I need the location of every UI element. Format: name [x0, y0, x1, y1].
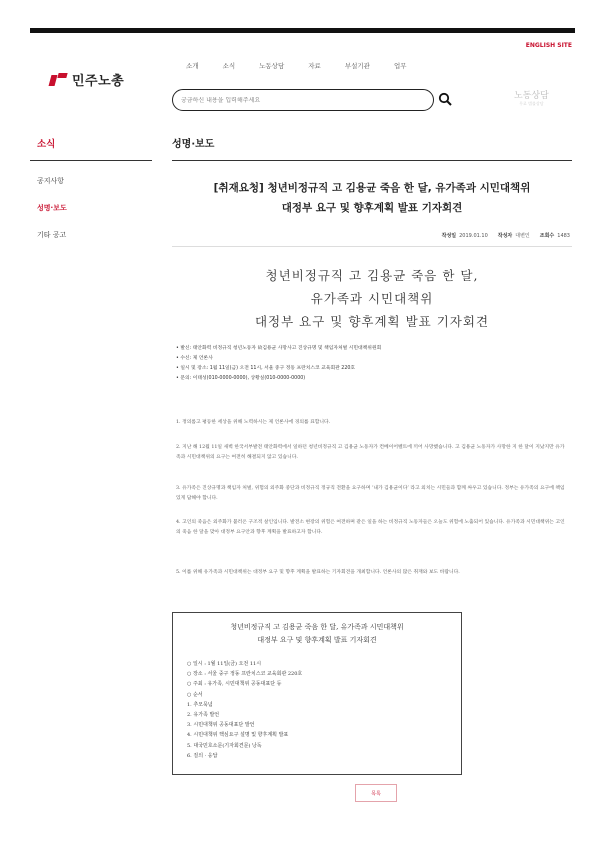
post-author: 대변인 [515, 233, 530, 239]
event-detail-line: 6. 질의 · 응답 [187, 752, 218, 759]
nav-item-labor-consult[interactable]: 노동상담 [259, 62, 285, 70]
list-button[interactable]: 목록 [355, 784, 397, 802]
info-line: • 문의: 이태성(010-0000-0000), 상황실(010-0000-0000) [176, 376, 306, 381]
document-title-line: 대정부 요구 및 향후계획 발표 기자회견 [254, 314, 490, 329]
logo-mark-icon [50, 73, 68, 87]
search-box [172, 89, 434, 111]
sidebar-divider [30, 160, 152, 161]
sidebar-item-other-notices[interactable]: 기타 공고 [37, 231, 67, 239]
nav-item-about[interactable]: 소개 [186, 62, 199, 70]
logo[interactable] [50, 70, 124, 89]
body-paragraph: 2. 지난 해 12월 11일 새벽 한국서부발전 태안화력에서 일하던 청년비정규직 고 김용균 노동자가 컨베이어벨트에 끼어 사망했습니다. 고 김용균 노동자가 사망한 지 한 달이 지났지만 유가족과 시민대책위의 요구는 여전히 해결되지 않고 있습니다. [176, 445, 565, 460]
nav-item-news[interactable]: 소식 [222, 62, 236, 70]
sidebar-item-statements[interactable]: 성명·보도 [37, 204, 67, 212]
post-title-line: 대정부 요구 및 향후계획 발표 기자회견 [281, 202, 463, 214]
post-title-line: [취재요청] 청년비정규직 고 김용균 죽음 한 달, 유가족과 시민대책위 [213, 182, 531, 194]
english-site-link[interactable]: ENGLISH SITE [525, 42, 572, 49]
page-title: 성명·보도 [172, 139, 215, 150]
body-paragraph: 3. 유가족은 진상규명과 책임자 처벌, 위험의 외주화 중단과 비정규직 정규직 전환을 요구하며 ‘내가 김용균이다’ 라고 외치는 시민들과 함께 싸우고 있습니다. 정부는 유가족의 요구에 책임 있게 답해야 합니다. [176, 486, 565, 501]
event-details [187, 659, 302, 761]
post-date: 2019.01.10 [459, 233, 488, 239]
event-detail-line: ○ 순서 [187, 691, 203, 698]
author-label: 작성자 [497, 233, 513, 239]
nav-item-resources[interactable]: 자료 [308, 62, 321, 70]
event-box [172, 612, 462, 775]
date-label: 작성일 [441, 233, 457, 239]
labor-consult-label: 노동상담 [514, 91, 549, 101]
event-box-title-line: 청년비정규직 고 김용균 죽음 한 달, 유가족과 시민대책위 [230, 623, 404, 631]
info-line: • 일시 및 장소: 1월 11일(금) 오전 11시, 서울 중구 정동 프란치스코 교육회관 220호 [176, 366, 356, 371]
labor-consult-sub: 무료 법률상담 [519, 101, 544, 106]
event-detail-line: ○ 장소 : 서울 중구 정동 프란치스코 교육회관 220호 [187, 671, 303, 678]
search-input[interactable] [181, 97, 425, 104]
post-meta [442, 232, 570, 239]
document-title-line: 청년비정규직 고 김용균 죽음 한 달, [265, 268, 479, 283]
event-detail-line: 1. 추모묵념 [187, 701, 213, 708]
info-line: • 발신: 태안화력 비정규직 청년노동자 故김용균 사망사고 진상규명 및 책임자처벌 시민대책위원회 [176, 346, 382, 351]
body-paragraph: 5. 이를 위해 유가족과 시민대책위는 대정부 요구 및 향후 계획을 발표하는 기자회견을 개최합니다. 언론사의 많은 취재와 보도 바랍니다. [176, 570, 460, 575]
press-info [176, 344, 381, 384]
event-box-title [173, 621, 461, 647]
info-line: • 수신: 제 언론사 [176, 356, 213, 361]
nav-item-affiliates[interactable]: 부설기관 [344, 62, 370, 70]
main-nav [186, 61, 431, 70]
event-box-title-line: 대정부 요구 및 향후계획 발표 기자회견 [257, 636, 377, 644]
body-paragraph: 4. 고인의 죽음은 외주화가 불러온 구조적 살인입니다. 발전소 현장의 위험은 여전하며 같은 일을 하는 비정규직 노동자들은 오늘도 위험에 노출되어 있습니다. 유가족과 시민대책위는 고인의 죽음 한 달을 맞아 대정부 요구안과 향후 계획을 발표하고자 합니다. [176, 520, 565, 535]
views-label: 조회수 [539, 233, 555, 239]
body-paragraph: 1. 정의롭고 평등한 세상을 위해 노력하시는 제 언론사에 경의를 표합니다. [176, 420, 331, 425]
document-title [172, 264, 572, 333]
event-detail-line: ○ 일시 : 1월 11일(금) 오전 11시 [187, 661, 262, 667]
event-detail-line: ○ 주최 : 유가족, 시민대책위 공동대표단 등 [187, 681, 282, 688]
labor-consult-link[interactable] [514, 88, 549, 107]
post-views: 1483 [557, 233, 570, 239]
meta-divider [172, 246, 572, 247]
event-detail-line: 5. 대국민호소문(기자회견문) 낭독 [187, 742, 262, 749]
search-icon[interactable] [438, 92, 452, 106]
document-title-line: 유가족과 시민대책위 [310, 291, 434, 306]
top-bar [30, 28, 575, 33]
sidebar-title: 소식 [37, 139, 56, 150]
event-detail-line: 3. 시민대책위 공동대표단 발언 [187, 722, 255, 729]
logo-text: 민주노총 [72, 74, 125, 89]
page-title-divider [172, 160, 572, 161]
sidebar-item-notices[interactable]: 공지사항 [37, 177, 65, 185]
event-detail-line: 4. 시민대책위 핵심요구 설명 및 향후계획 발표 [187, 732, 289, 739]
post-title [172, 178, 572, 218]
event-detail-line: 2. 유가족 발언 [187, 712, 220, 719]
nav-item-work[interactable]: 업무 [393, 62, 407, 70]
